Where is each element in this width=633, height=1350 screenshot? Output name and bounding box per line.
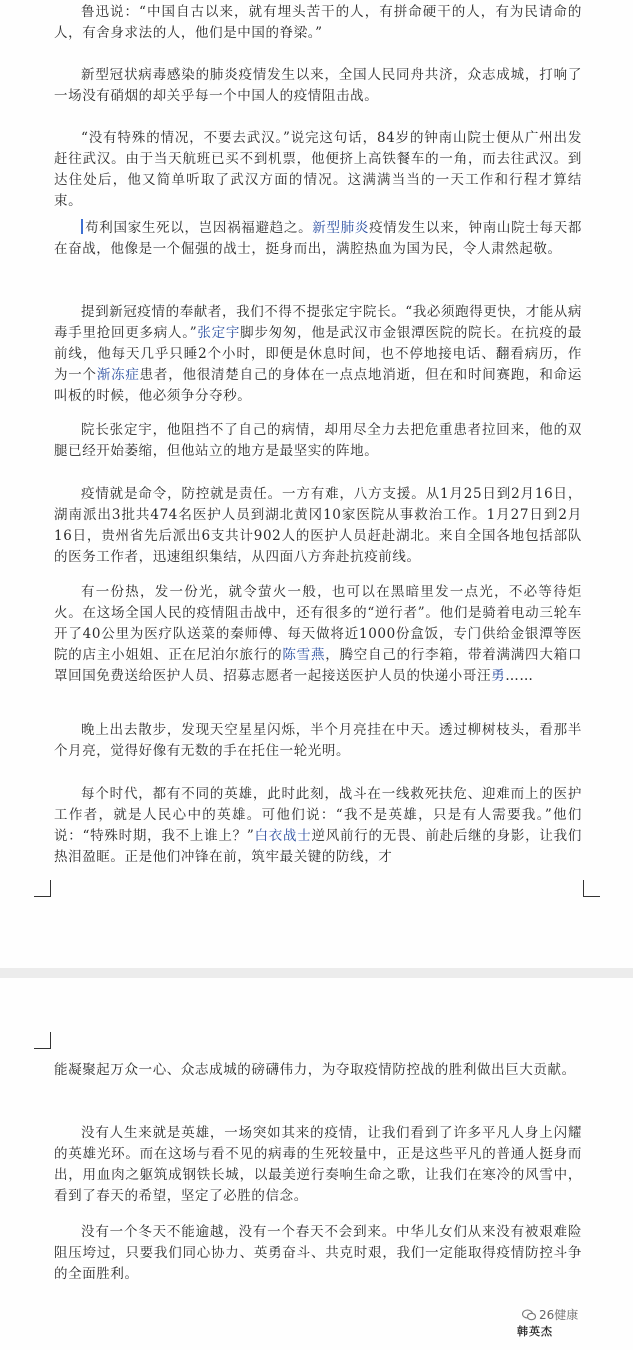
- paragraph-8-text-c: ……: [505, 668, 534, 684]
- page-corner-mark-top-left: [34, 1032, 51, 1049]
- paragraph-10: [54, 784, 582, 868]
- paragraph-13: 没有一个冬天不能逾越，没有一个春天不会到来。中华儿女们从来没有被艰难险阻压垮过，只要我们同心协力、英勇奋斗、共克时艰，我们一定能取得疫情防控斗争的全面胜利。: [54, 1224, 582, 1282]
- author-signature: 韩英杰: [517, 1325, 553, 1338]
- watermark: [522, 1306, 578, 1323]
- document-page-2: [0, 978, 633, 1350]
- paragraph-8-link-name-2[interactable]: 勇: [491, 668, 506, 684]
- paragraph-5-text-b: 脚步匆匆，他是武汉市金银潭医院的院长。在抗疫的最前线，他每天几乎只睡2个小时，即便是休息时间，也不停地接电话、翻看病历，作为一个: [54, 325, 582, 383]
- paragraph-11: 能凝聚起万众一心、众志成城的磅礴伟力，为夺取疫情防控战的胜利做出巨大贡献。: [54, 1062, 576, 1078]
- paragraph-12: 没有人生来就是英雄，一场突如其来的疫情，让我们看到了许多平凡人身上闪耀的英雄光环。而在这场与看不见的病毒的生死较量中，正是这些平凡的普通人挺身而出，用血肉之躯筑成钢铁长城，以最美逆行奏响生命之歌，让我们在寒冷的风雪中，看到了春天的希望，坚定了必胜的信念。: [54, 1125, 582, 1204]
- watermark-text: 26健康: [539, 1308, 579, 1322]
- paragraph-5-link-disease[interactable]: 渐冻症: [96, 367, 140, 383]
- paragraph-8: [54, 582, 582, 687]
- text-cursor: [81, 219, 83, 234]
- paragraph-9: 晚上出去散步，发现天空星星闪烁，半个月亮挂在中天。透过柳树枝头，看那半个月亮，觉得好像有无数的手在托住一轮光明。: [54, 722, 582, 759]
- page-corner-mark-bottom-right: [583, 880, 600, 897]
- paragraph-4-text-a: 苟利国家生死以，岂因祸福避趋之。: [85, 220, 313, 236]
- paragraph-4-link[interactable]: 新型肺炎: [312, 220, 370, 236]
- paragraph-5-text-c: 患者，他很清楚自己的身体在一点点地消逝，但在和时间赛跑，和命运叫板的时候，他必须争分夺秒。: [54, 367, 582, 404]
- paragraph-3: “没有特殊的情况，不要去武汉。”说完这句话，84岁的钟南山院士便从广州出发赶往武汉。由于当天航班已买不到机票，他便挤上高铁餐车的一角，而去往武汉。到达住处后，他又简单听取了武汉方面的情况。这满满当当的一天工作和行程才算结束。: [54, 130, 582, 209]
- paragraph-6: 院长张定宇，他阻挡不了自己的病情，却用尽全力去把危重患者拉回来，他的双腿已经开始萎缩，但他站立的地方是最坚实的阵地。: [54, 422, 582, 459]
- paragraph-5: [54, 302, 582, 407]
- paragraph-5-link-name[interactable]: 张定宇: [197, 325, 241, 341]
- paragraph-10-text-b: 逆风前行的无畏、前赴后继的身影，让我们热泪盈眶。正是他们冲锋在前，筑牢最关键的防线，才: [54, 828, 582, 865]
- page-corner-mark-bottom-left: [34, 880, 51, 897]
- paragraph-1: 鲁迅说：“中国自古以来，就有埋头苦干的人，有拼命硬干的人，有为民请命的人，有舍身求法的人，他们是中国的脊梁。”: [54, 4, 582, 41]
- paragraph-4-text-b: 疫情发生以来，钟南山院士每天都在奋战，他像是一个倔强的战士，挺身而出，满腔热血为国为民，令人肃然起敬。: [54, 220, 583, 257]
- paragraph-7: 疫情就是命令，防控就是责任。一方有难，八方支援。从1月25日到2月16日，湖南派出3批共474名医护人员到湖北黄冈10家医院从事救治工作。1月27日到2月16日，贵州省先后派出6支共计902人的医护人员赶赴湖北。来自全国各地包括部队的医务工作者，迅速组织集结，从四面八方奔赴抗疫前线。: [54, 486, 582, 565]
- paragraph-10-text-a: 每个时代，都有不同的英雄，此时此刻，战斗在一线救死扶危、迎难而上的医护工作者，就是人民心中的英雄。可他们说：“我不是英雄，只是有人需要我。”他们说：“特殊时期，我不上谁上？”: [54, 786, 582, 844]
- paragraph-8-text-a: 有一份热，发一份光，就令萤火一般，也可以在黑暗里发一点光，不必等待炬火。在这场全国人民的疫情阻击战中，还有很多的“逆行者”。他们是骑着电动三轮车开了40公里为医疗队送菜的秦师傅、每天做将近1000份盒饭，专门供给金银潭等医院的店主小姐姐、正在尼泊尔旅行的: [54, 584, 582, 663]
- paragraph-8-link-name[interactable]: 陈雪燕: [282, 647, 326, 663]
- paragraph-5-text-a: 提到新冠疫情的奉献者，我们不得不提张定宇院长。“我必须跑得更快，才能从病毒手里抢回更多病人。”: [54, 304, 583, 341]
- wechat-icon: [522, 1309, 536, 1321]
- paragraph-2: 新型冠状病毒感染的肺炎疫情发生以来，全国人民同舟共济，众志成城，打响了一场没有硝烟的却关乎每一个中国人的疫情阻击战。: [54, 67, 582, 104]
- paragraph-10-link[interactable]: 白衣战士: [254, 828, 312, 844]
- paragraph-8-text-b: ，腾空自己的行李箱，带着满满四大箱口罩回国免费送给医护人员、招募志愿者一起接送医护人员的快递小哥汪: [54, 647, 582, 684]
- paragraph-4: [54, 218, 582, 260]
